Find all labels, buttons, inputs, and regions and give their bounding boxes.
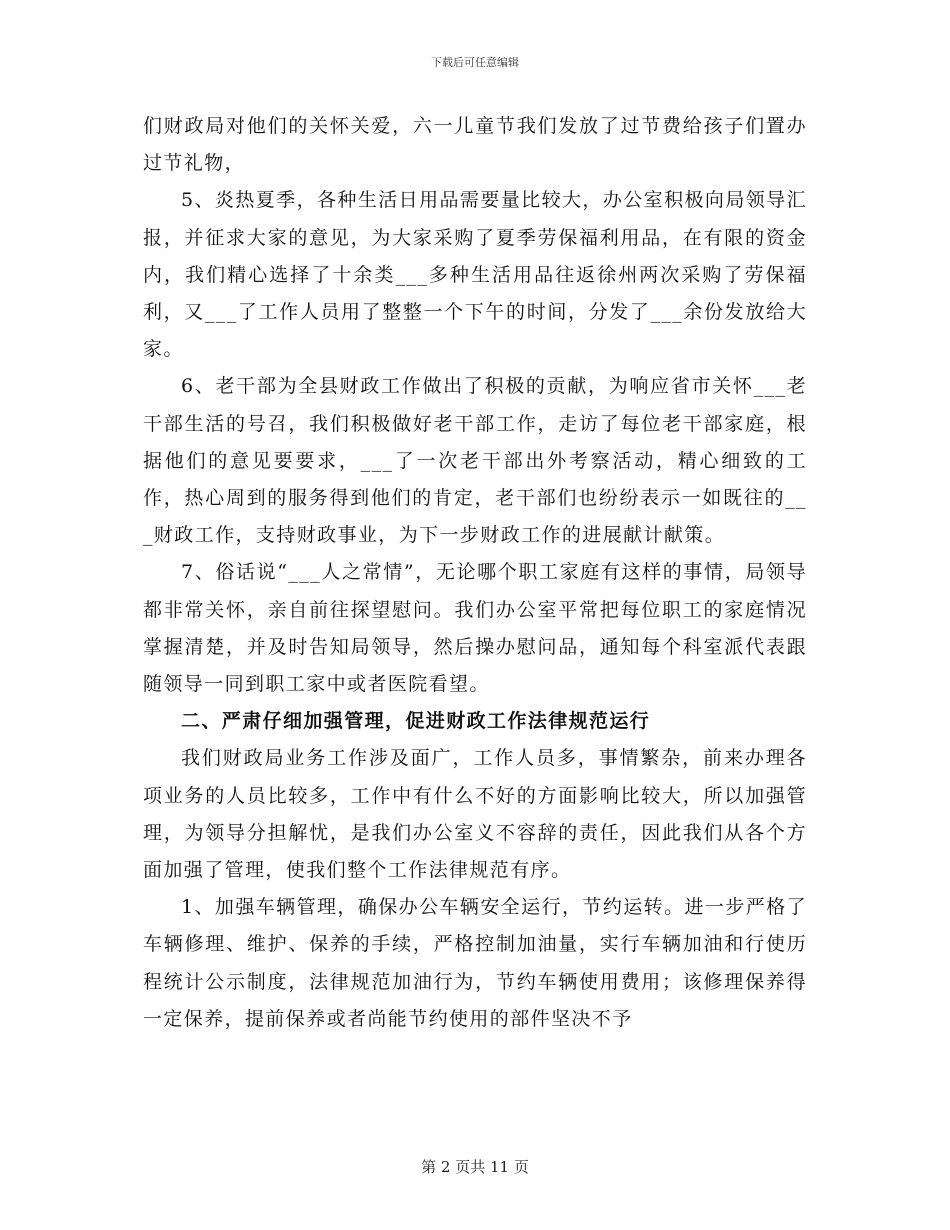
paragraph-5: 我们财政局业务工作涉及面广，工作人员多，事情繁杂，前来办理各项业务的人员比较多，工作中有什么不好的方面影响比较大，所以加强管理，为领导分担解忧，是我们办公室义不容辞的责任，因此我们从各个方面加强了管理，使我们整个工作法律规范有序。	[143, 747, 807, 882]
page-number: 第 2 页共 11 页	[421, 1158, 529, 1176]
paragraph-4: 7、俗话说“___人之常情”，无论哪个职工家庭有这样的事情，局领导都非常关怀，亲自前往探望慰问。我们办公室平常把每位职工的家庭情况掌握清楚，并及时告知局领导，然后操办慰问品，通知每个科室派代表跟随领导一同到职工家中或者医院看望。	[143, 561, 807, 696]
paragraph-3: 6、老干部为全县财政工作做出了积极的贡献，为响应省市关怀___老干部生活的号召，我们积极做好老干部工作，走访了每位老干部家庭，根据他们的意见要要求，___了一次老干部出外考察活动，精心细致的工作，热心周到的服务得到他们的肯定，老干部们也纷纷表示一如既往的___财政工作，支持财政事业，为下一步财政工作的进展献计献策。	[143, 375, 807, 547]
page-header-note: 下载后可任意编辑	[431, 56, 519, 69]
paragraph-6: 1、加强车辆管理，确保办公车辆安全运行，节约运转。进一步严格了车辆修理、维护、保养的手续，严格控制加油量，实行车辆加油和行使历程统计公示制度，法律规范加油行为，节约车辆使用费用；该修理保养得一定保养，提前保养或者尚能节约使用的部件坚决不予	[143, 896, 807, 1030]
section-heading: 二、严肃仔细加强管理，促进财政工作法律规范运行	[181, 710, 651, 733]
document-body	[143, 108, 807, 1038]
paragraph-2: 5、炎热夏季，各种生活日用品需要量比较大，办公室积极向局领导汇报，并征求大家的意见，为大家采购了夏季劳保福利用品，在有限的资金内，我们精心选择了十余类___多种生活用品往返徐州两次采购了劳保福利，又___了工作人员用了整整一个下午的时间，分发了___余份发放给大家。	[143, 189, 807, 361]
paragraph-1: 们财政局对他们的关怀关爱，六一儿童节我们发放了过节费给孩子们置办过节礼物，	[143, 115, 807, 175]
